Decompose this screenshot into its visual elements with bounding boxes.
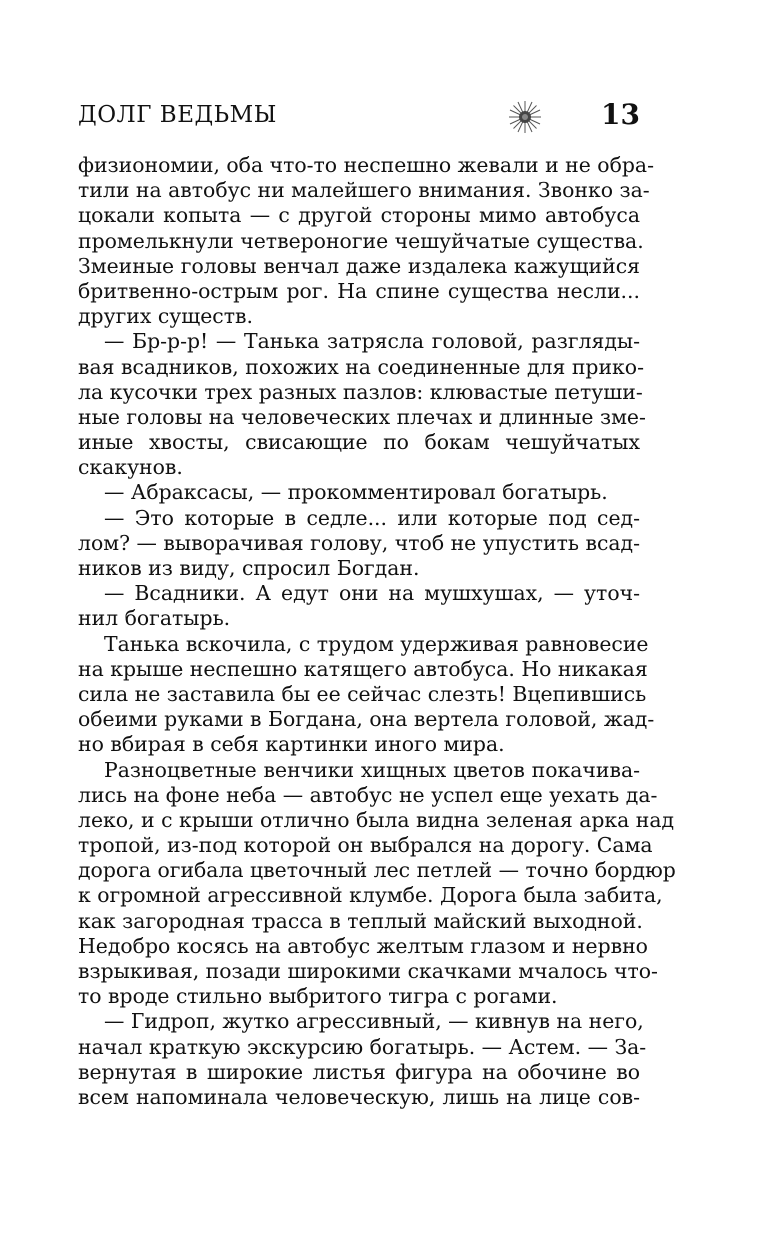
text-line: физиономии, оба что-то неспешно жевали и не обра- [78, 153, 654, 177]
text-line: Недобро косясь на автобус желтым глазом и нервно [78, 933, 648, 958]
text-line: Змеиные головы венчал даже издалека кажущийся [78, 253, 640, 278]
text-line: нил богатырь. [78, 606, 231, 631]
text-line: ла кусочки трех разных пазлов: клювастые петуши- [78, 379, 643, 404]
text-line: но вбирая в себя картинки иного мира. [78, 732, 505, 757]
text-line: ные головы на человеческих плечах и длинные зме- [78, 404, 646, 429]
text-line: ников из виду, спросил Богдан. [78, 556, 420, 580]
text-line: Разноцветные венчики хищных цветов покачива- [104, 757, 640, 782]
text-line: — Это которые в седле... или которые под сед- [104, 505, 640, 530]
text-line: обеими руками в Богдана, она вертела головой, жад- [78, 707, 655, 732]
text-line: цокали копыта — с другой стороны мимо автобуса [78, 203, 640, 228]
running-title: ДОЛГ ВЕДЬМЫ [78, 102, 277, 128]
text-line: к огромной агрессивной клумбе. Дорога была забита, [78, 883, 663, 908]
text-line: всем напоминала человеческую, лишь на лице сов- [78, 1084, 640, 1109]
text-line: — Гидроп, жутко агрессивный, — кивнув на него, [104, 1009, 644, 1034]
text-line: тропой, из-под которой он выбрался на дорогу. Сама [78, 833, 653, 858]
text-line: как загородная трасса в теплый майский выходной. [78, 908, 643, 933]
text-line: скакунов. [78, 455, 183, 480]
text-line: на крыше неспешно катящего автобуса. Но никакая [78, 656, 648, 681]
text-line: промелькнули четвероногие чешуйчатые существа. [78, 228, 644, 253]
text-line: — Всадники. А едут они на мушхушах, — уточ- [104, 581, 640, 606]
text-line: Танька вскочила, с трудом удерживая равновесие [104, 631, 649, 656]
text-line: сила не заставила бы ее сейчас слезть! Вцепившись [78, 681, 647, 706]
text-line: леко, и с крыши отлично была видна зеленая арка над [78, 807, 675, 832]
text-line: взрыкивая, позади широкими скачками мчалось что- [78, 959, 658, 983]
text-line: — Абраксасы, — прокомментировал богатырь. [104, 480, 608, 505]
sun-ornament-icon [508, 100, 542, 134]
text-line: бритвенно-острым рог. На спине существа несли... [78, 278, 640, 303]
text-line: — Бр-р-р! — Танька затрясла головой, разгляды- [104, 329, 640, 354]
text-line: вернутая в широкие листья фигура на обочине во [78, 1059, 640, 1084]
text-line: других существ. [78, 304, 253, 329]
body-text [78, 153, 676, 1110]
text-line: вая всадников, похожих на соединенные для прико- [78, 354, 644, 379]
text-line: тили на автобус ни малейшего внимания. Звонко за- [78, 178, 650, 203]
text-line: лись на фоне неба — автобус не успел еще уехать да- [78, 782, 658, 807]
running-header [78, 98, 640, 138]
text-line: дорога огибала цветочный лес петлей — точно бордюр [78, 858, 676, 883]
text-line: то вроде стильно выбритого тигра с рогами. [78, 984, 558, 1009]
text-line: лом? — выворачивая голову, чтоб не упустить всад- [78, 530, 640, 555]
text-line: иные хвосты, свисающие по бокам чешуйчатых [78, 430, 640, 455]
text-line: начал краткую экскурсию богатырь. — Астем. — За- [78, 1034, 647, 1059]
page-number: 13 [601, 98, 640, 131]
